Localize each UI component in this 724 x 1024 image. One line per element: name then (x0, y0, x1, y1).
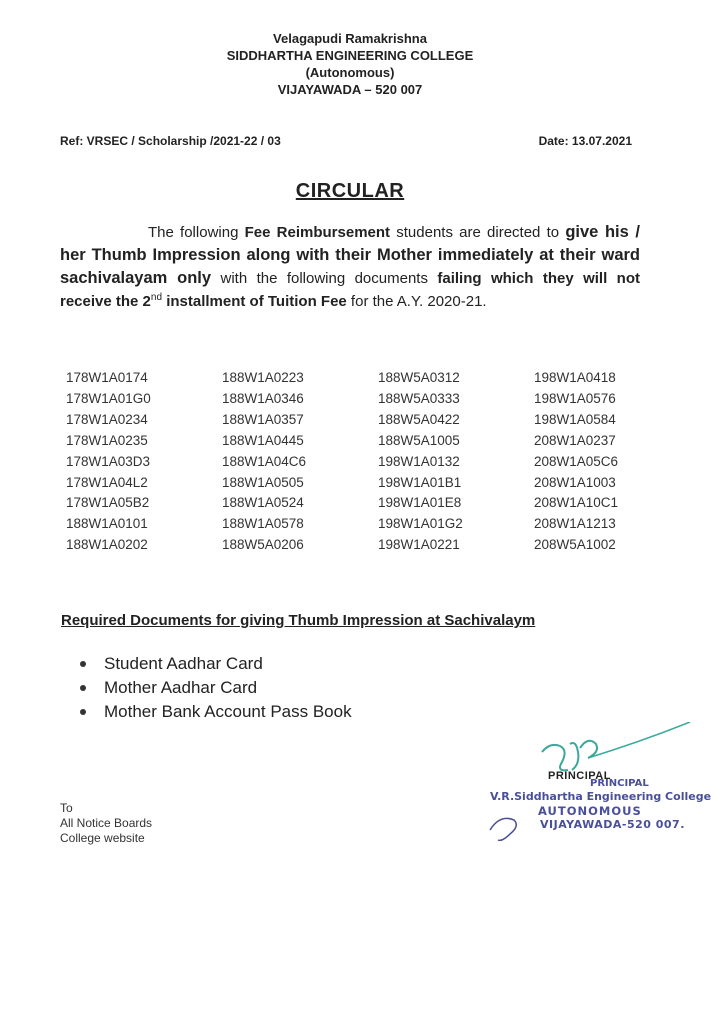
roll-number: 188W5A0422 (378, 411, 460, 427)
stamp-line-3: AUTONOMOUS (538, 804, 642, 818)
reference-number: Ref: VRSEC / Scholarship /2021-22 / 03 (60, 134, 281, 148)
stamp-line-1: PRINCIPAL (590, 778, 649, 789)
roll-number: 208W5A1002 (534, 537, 616, 553)
stamp-line-4: VIJAYAWADA-520 007. (540, 818, 685, 831)
recipients-block (60, 801, 152, 846)
list-item: Student Aadhar Card (78, 652, 352, 676)
header-city: VIJAYAWADA – 520 007 (277, 82, 423, 97)
roll-number: 188W5A0312 (378, 370, 460, 385)
roll-number: 208W1A0237 (534, 432, 616, 448)
roll-number: 198W1A0584 (534, 411, 616, 427)
roll-number: 208W1A05C6 (534, 453, 619, 469)
roll-number-grid (66, 368, 646, 556)
roll-number: 208W1A10C1 (534, 495, 619, 511)
roll-number: 188W1A0346 (222, 390, 304, 406)
body-bold-instruction: give his / her Thumb Impression along with their Mother immediately at their ward sachivalayam only (60, 223, 640, 287)
body-text-3: with the following documents (211, 270, 438, 287)
roll-number: 188W1A0578 (222, 516, 304, 532)
header-college-name: SIDDHARTHA ENGINEERING COLLEGE (226, 48, 474, 63)
roll-number: 198W1A0576 (534, 390, 616, 406)
roll-number: 178W1A03D3 (66, 453, 151, 469)
roll-number: 198W1A0418 (534, 370, 616, 385)
circular-title: CIRCULAR (295, 180, 405, 202)
list-item: Mother Aadhar Card (78, 676, 352, 700)
body-text-2: students are directed to (390, 224, 566, 241)
roll-number: 198W1A01E8 (378, 495, 462, 511)
header-autonomous: (Autonomous) (305, 65, 395, 80)
roll-number: 178W1A0174 (66, 370, 148, 385)
roll-number: 208W1A1213 (534, 516, 616, 532)
roll-number: 198W1A01G2 (378, 516, 463, 532)
roll-number: 188W1A0101 (66, 516, 148, 532)
documents-list (78, 652, 352, 724)
to-label: To (60, 801, 73, 815)
circular-body (60, 221, 640, 313)
roll-number: 188W1A0505 (222, 474, 304, 490)
body-bold-warning: failing which they will not receive the 2 (60, 270, 640, 310)
roll-number: 188W5A0206 (222, 537, 304, 553)
body-bold-tuition: installment of Tuition Fee (162, 293, 347, 310)
roll-number: 198W1A0132 (378, 453, 460, 469)
stamp-line-2: V.R.Siddhartha Engineering College (490, 790, 712, 803)
body-bold-fee: Fee Reimbursement (244, 224, 391, 241)
roll-number: 188W1A0223 (222, 370, 304, 385)
roll-number: 198W1A01B1 (378, 474, 462, 490)
roll-number: 188W1A0445 (222, 432, 304, 448)
roll-number: 208W1A1003 (534, 474, 616, 490)
roll-number: 188W5A0333 (378, 390, 460, 406)
list-item: Mother Bank Account Pass Book (78, 700, 352, 724)
roll-number: 198W1A0221 (378, 537, 460, 553)
roll-number: 178W1A0234 (66, 411, 148, 427)
body-text-4: for the A.Y. 2020-21. (346, 293, 487, 310)
roll-number: 178W1A01G0 (66, 390, 151, 406)
roll-number: 188W1A0357 (222, 411, 304, 427)
body-superscript: nd (150, 292, 163, 303)
header-line-1: Velagapudi Ramakrishna (273, 31, 427, 46)
roll-number: 188W5A1005 (378, 432, 460, 448)
body-text-1: The following (148, 224, 245, 241)
roll-number: 188W1A0524 (222, 495, 304, 511)
roll-number: 178W1A05B2 (66, 495, 150, 511)
college-header (0, 30, 700, 98)
required-documents-heading: Required Documents for giving Thumb Impression at Sachivalaym (61, 612, 536, 629)
principal-label: PRINCIPAL (548, 770, 611, 782)
roll-number: 188W1A0202 (66, 537, 148, 553)
roll-number: 178W1A04L2 (66, 474, 148, 490)
recipient-college-website: College website (60, 831, 145, 845)
roll-number: 188W1A04C6 (222, 453, 307, 469)
recipient-notice-boards: All Notice Boards (60, 816, 153, 830)
roll-number: 178W1A0235 (66, 432, 148, 448)
circular-date: Date: 13.07.2021 (538, 134, 632, 148)
